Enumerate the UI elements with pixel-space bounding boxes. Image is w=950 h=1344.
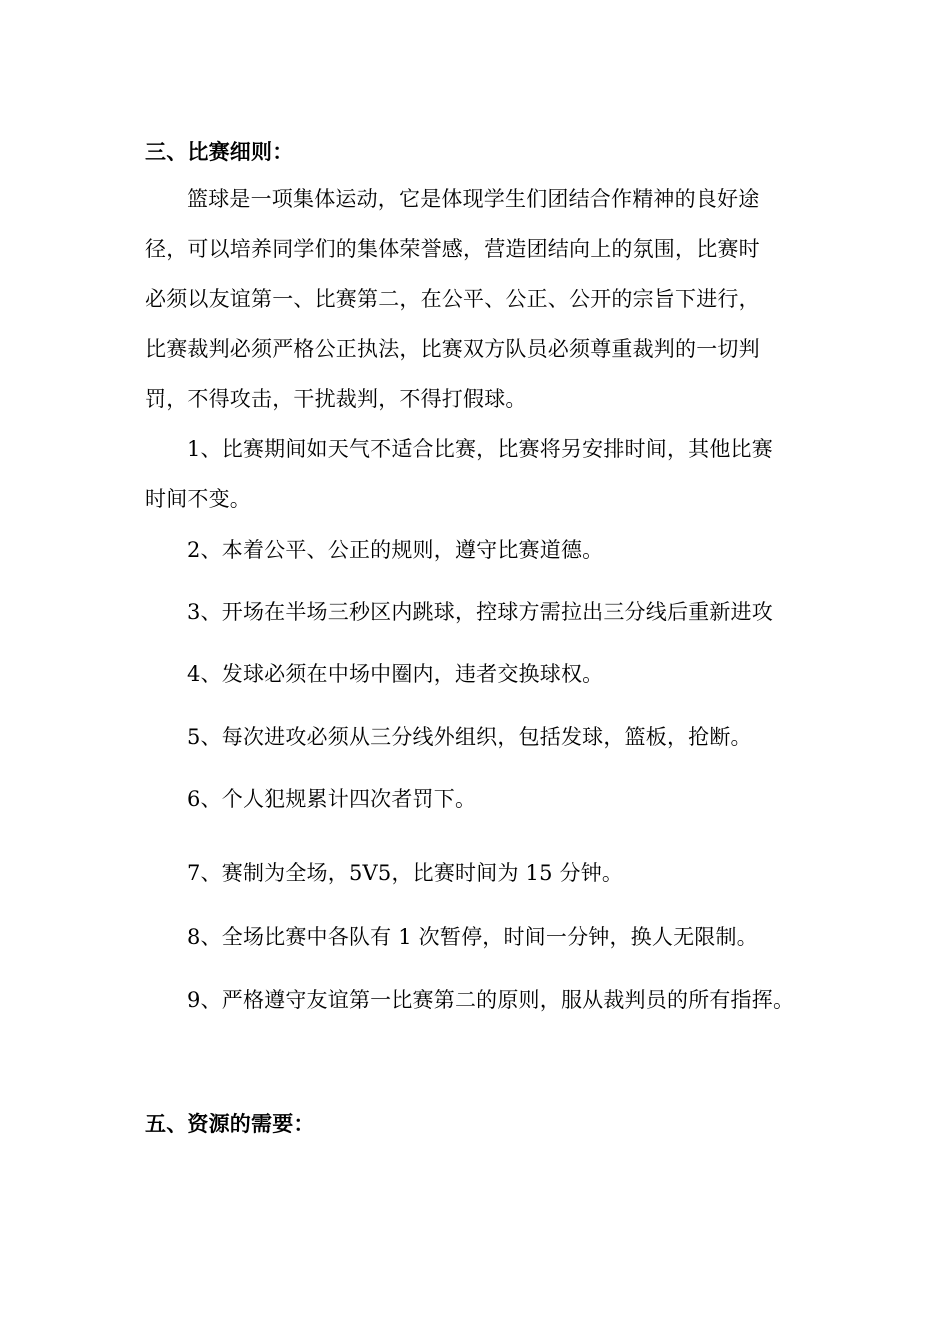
paragraph-line: 罚，不得攻击，干扰裁判，不得打假球。	[145, 387, 527, 411]
paragraph-line: 径，可以培养同学们的集体荣誉感，营造团结向上的氛围，比赛时	[145, 237, 760, 261]
list-item: 2、本着公平、公正的规则，遵守比赛道德。	[187, 538, 604, 562]
paragraph-line: 比赛裁判必须严格公正执法，比赛双方队员必须尊重裁判的一切判	[145, 337, 760, 361]
paragraph-line: 篮球是一项集体运动，它是体现学生们团结合作精神的良好途	[187, 187, 760, 211]
list-item-text: 1、比赛期间如天气不适合比赛，比赛将另安排时间，其他比赛	[187, 437, 773, 461]
list-item: 5、每次进攻必须从三分线外组织，包括发球，篮板，抢断。	[187, 725, 752, 749]
list-item: 3、开场在半场三秒区内跳球，控球方需拉出三分线后重新进攻	[187, 600, 773, 624]
list-item: 6、个人犯规累计四次者罚下。	[187, 787, 477, 811]
list-item: 7、赛制为全场，5V5，比赛时间为 15 分钟。	[187, 861, 624, 885]
list-item: 9、严格遵守友谊第一比赛第二的原则，服从裁判员的所有指挥。	[187, 988, 795, 1012]
section-heading-match-rules: 三、比赛细则：	[145, 139, 294, 164]
list-item: 8、全场比赛中各队有 1 次暂停，时间一分钟，换人无限制。	[187, 925, 758, 949]
section-heading-resources: 五、资源的需要：	[145, 1111, 315, 1136]
list-item: 4、发球必须在中场中圈内，违者交换球权。	[187, 662, 604, 686]
list-item-text: 时间不变。	[145, 487, 251, 511]
paragraph-line: 必须以友谊第一、比赛第二，在公平、公正、公开的宗旨下进行，	[145, 287, 760, 311]
